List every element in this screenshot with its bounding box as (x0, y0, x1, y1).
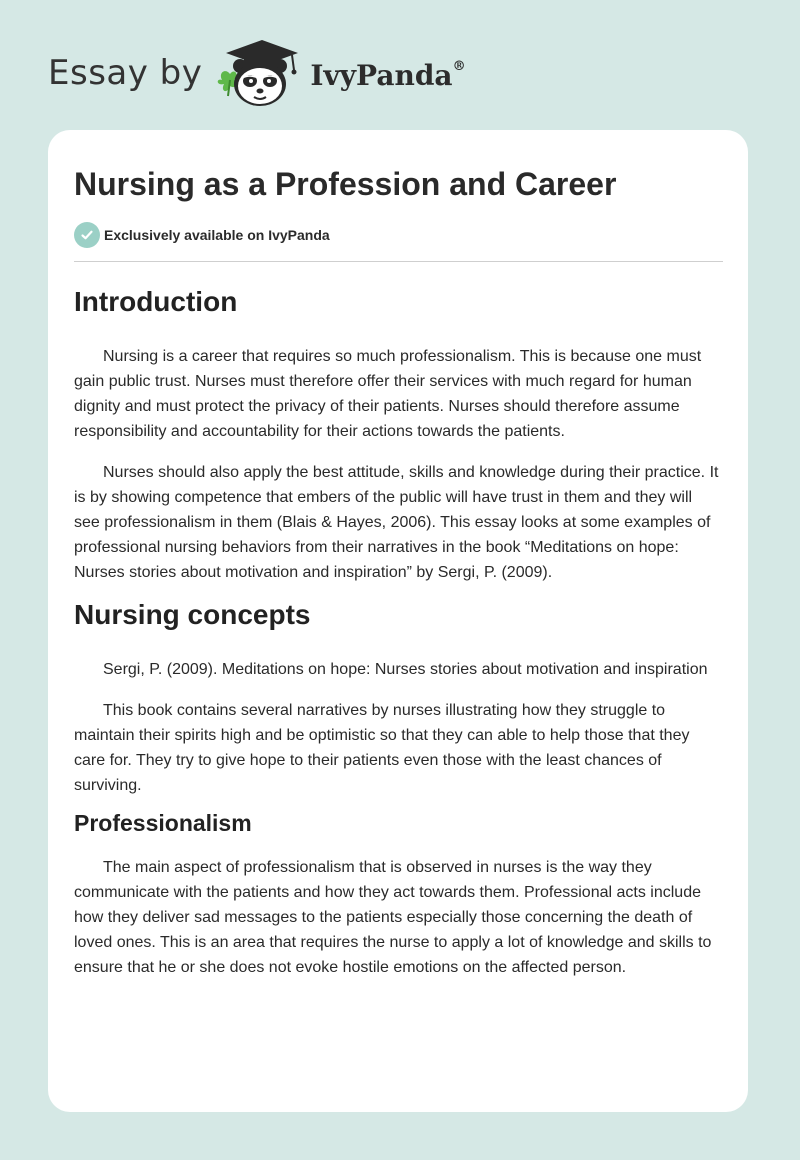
heading-introduction: Introduction (74, 286, 238, 317)
heading-professionalism: Professionalism (74, 810, 252, 836)
paragraph: Nursing is a career that requires so much professionalism. This is because one must gain public trust. Nurses must therefore offer their services with much regard for human dignity and must protect the privacy of their patients. Nurses should therefore assume responsibility and accountability for their actions towards the patients. (74, 348, 702, 440)
check-icon (74, 222, 100, 248)
title-divider (74, 261, 723, 262)
paragraph: The main aspect of professionalism that is observed in nurses is the way they communicate with the patients and how they act towards them. Professional acts include how they deliver sad messages to the patients especially those concerning the death of loved ones. This is an area that requires the nurse to apply a lot of knowledge and skills to ensure that he or she does not evoke hostile emotions on the affected person. (74, 859, 712, 976)
brand-header[interactable] (48, 36, 466, 110)
paragraph: Nurses should also apply the best attitude, skills and knowledge during their practice. It is by showing competence that embers of the public will have trust in them and they will see professionalism in them (Blais & Hayes, 2006). This essay looks at some examples of professional nursing behaviors from their narratives in the book “Meditations on hope: Nurses stories about motivation and inspiration” by Sergi, P. (2009). (74, 464, 719, 581)
essay-body (74, 282, 722, 980)
essay-title: Nursing as a Profession and Career (74, 166, 617, 202)
paragraph: This book contains several narratives by nurses illustrating how they struggle to maintain their spirits high and be optimistic so that they can able to help those that they care for. They try to give hope to their patients even those with the least chances of surviving. (74, 702, 690, 794)
badge-label: Exclusively available on IvyPanda (104, 227, 330, 243)
brand-prefix: Essay by (48, 53, 203, 93)
heading-nursing-concepts: Nursing concepts (74, 599, 311, 630)
essay-card (48, 130, 748, 1112)
brand-name: IvyPanda® (310, 58, 466, 92)
paragraph: Sergi, P. (2009). Meditations on hope: Nurses stories about motivation and inspiration (103, 661, 708, 678)
panda-graduate-logo-icon (216, 36, 308, 110)
exclusive-badge (74, 222, 330, 248)
